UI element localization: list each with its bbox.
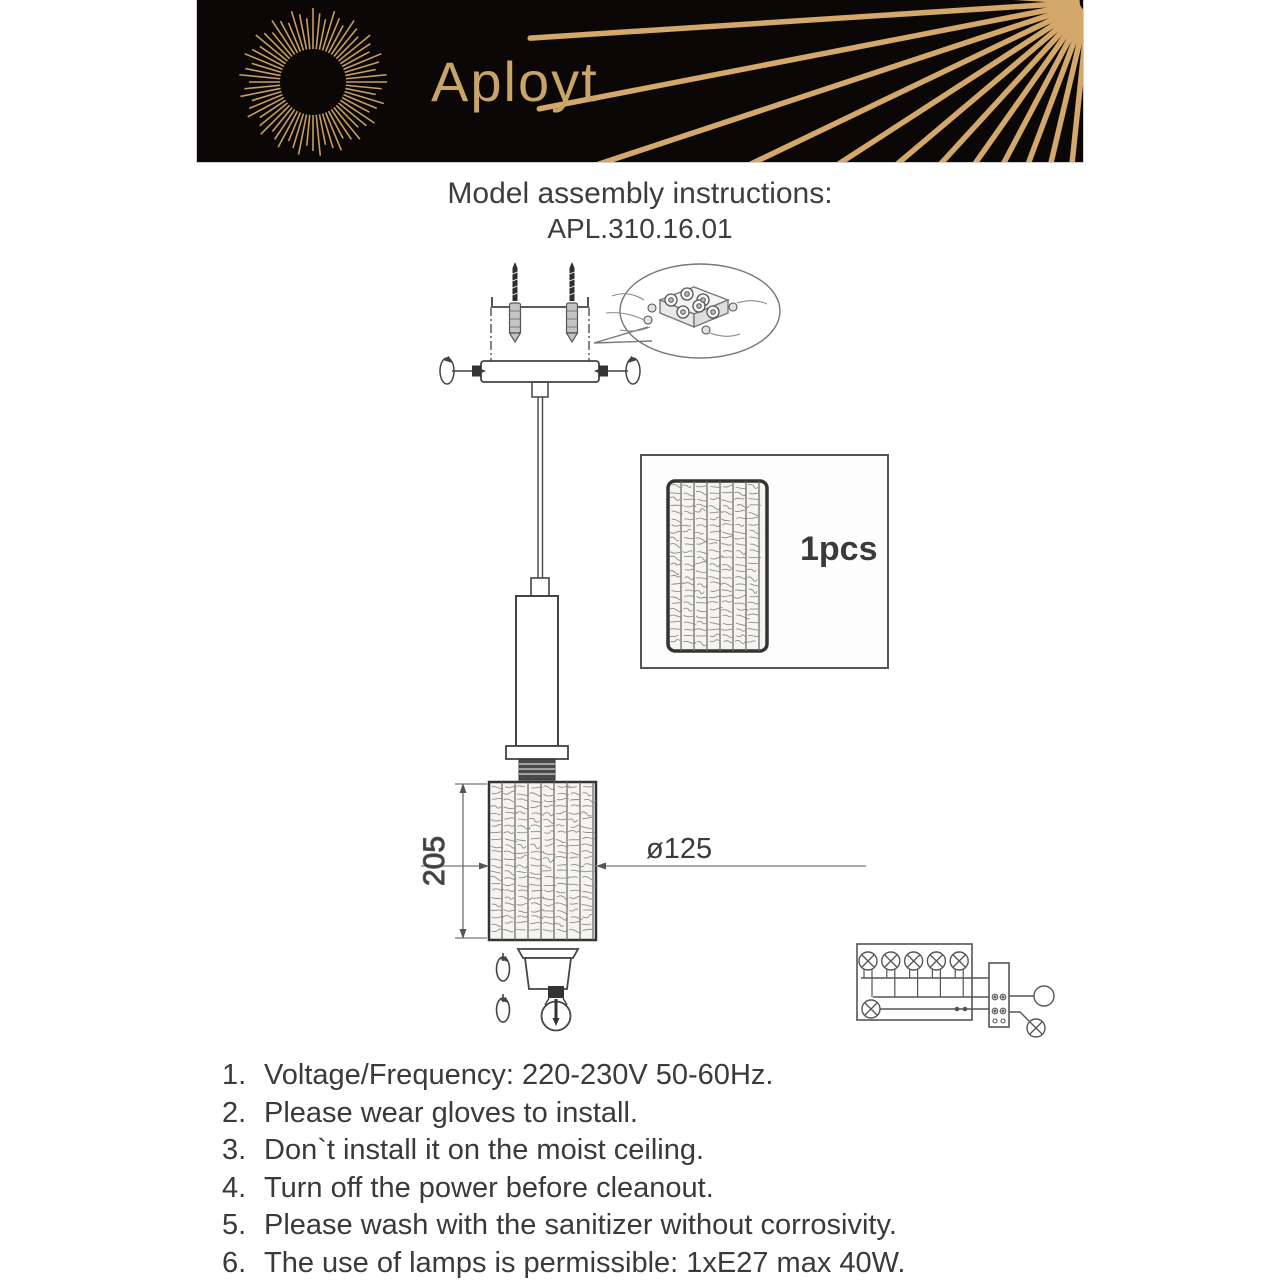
instruction-list (222, 1057, 1102, 1280)
parts-box (641, 455, 888, 668)
instruction-text: Voltage/Frequency: 220-230V 50-60Hz. (264, 1059, 774, 1091)
diameter-dimension (596, 833, 866, 870)
instruction-number: 3. (222, 1134, 247, 1166)
instruction-number: 4. (222, 1171, 247, 1204)
lampshade-drawing (489, 782, 597, 940)
mounting-screws-drawing (510, 262, 578, 342)
instruction-number: 2. (222, 1096, 247, 1129)
bulb-icon (542, 986, 571, 1031)
instruction-text: Don`t install it on the moist ceiling. (264, 1134, 705, 1166)
instruction-text: The use of lamps is permissible: 1xE27 max 40W. (264, 1246, 906, 1279)
model-number: APL.310.16.01 (547, 213, 733, 244)
corner-rays-icon (530, 0, 1083, 162)
banner-decorations (197, 0, 1083, 162)
instruction-text: Please wash with the sanitizer without corrosivity. (264, 1209, 897, 1241)
parts-shade-thumbnail (668, 481, 767, 651)
instruction-item (222, 1170, 1102, 1208)
instruction-item (222, 1245, 1102, 1280)
instruction-number: 5. (222, 1209, 247, 1241)
instruction-text: Please wear gloves to install. (264, 1096, 638, 1129)
ceiling-mount-drawing (481, 297, 599, 397)
title-block (0, 176, 1280, 246)
instruction-item (222, 1095, 1102, 1133)
header-banner (196, 0, 1084, 163)
brand-name: Aployt (431, 50, 599, 113)
starburst-logo-icon (239, 8, 387, 156)
rotation-arrow-icon (497, 953, 510, 1022)
socket-cup-drawing (518, 949, 578, 989)
diameter-dimension-label: ø125 (646, 833, 713, 865)
instruction-text: Turn off the power before cleanout. (264, 1171, 714, 1204)
instruction-item (222, 1057, 1102, 1095)
lamp-holder-drawing (506, 578, 568, 780)
wiring-diagram (857, 944, 1054, 1037)
page-title: Model assembly instructions: (447, 177, 833, 210)
instruction-item (222, 1207, 1102, 1245)
instruction-number: 1. (222, 1059, 247, 1091)
instruction-item (222, 1132, 1102, 1170)
terminal-block-callout (594, 264, 780, 358)
parts-count-label: 1pcs (800, 530, 878, 568)
suspension-wire-drawing (538, 397, 543, 580)
assembly-diagram (400, 253, 1130, 1059)
height-dimension (418, 783, 489, 939)
instruction-number: 6. (222, 1246, 247, 1279)
height-dimension-label: 205 (418, 835, 451, 887)
